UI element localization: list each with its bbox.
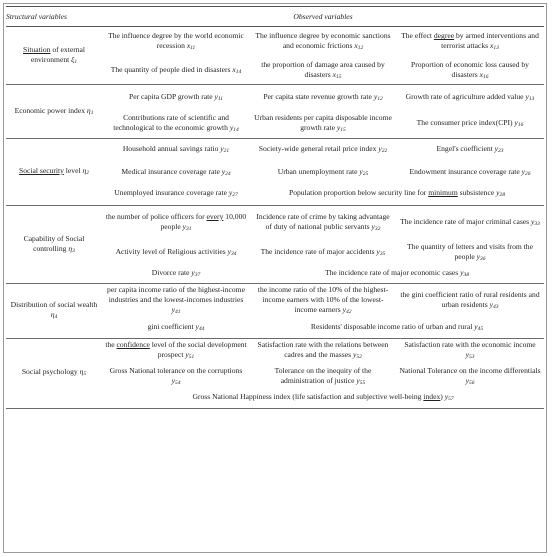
observed-variable-subscript: 31 [186,225,192,232]
observed-variable-cell [250,206,396,240]
observed-variable-subscript: 37 [194,272,201,279]
observed-variable-text: the income ratio of the 10% of the highest-income earners with 10% of the lowest-income earners [257,285,389,314]
observed-variable-text: degree [433,31,455,41]
latent-variable-symbol: ξ [71,54,75,64]
observed-variable-text: the number of police officers for [105,211,207,221]
observed-variable-text: Residents' disposable income ratio of urban and rural [310,321,473,331]
observed-variable-cell [250,58,396,85]
observed-variable-subscript: 25 [362,170,369,177]
observed-variable-symbol: y [476,251,481,261]
structural-variable-name: Economic power index [14,105,85,115]
observed-variable-cell [102,184,250,206]
observed-variable-symbol: y [465,375,469,385]
observed-variable-cell [250,139,396,162]
observed-variable-symbol: y [531,216,535,226]
observed-variable-subscript: 43 [492,304,499,310]
observed-variable-symbol: y [195,321,199,331]
observed-variable-subscript: 57 [448,396,454,403]
observed-variable-subscript: 33 [534,220,540,227]
observed-variable-symbol: y [228,188,233,198]
observed-variable-text: Population proportion below security line for [288,188,429,198]
structural-variable-cell [6,85,102,139]
observed-variable-cell [250,184,544,206]
observed-variable-subscript: 11 [190,45,196,52]
observed-variable-text: The incidence rate of major accidents [260,246,375,256]
observed-variable-subscript: 12 [357,45,364,52]
observed-variable-text: confidence [116,340,150,350]
observed-variable-text: Unemployed insurance coverage rate [114,188,228,198]
table-header-row [6,7,544,27]
observed-variable-text: the [105,340,117,350]
observed-variable-subscript: 54 [174,379,181,386]
observed-variable-cell [396,240,544,266]
observed-variable-subscript: 22 [381,148,388,155]
observed-variable-symbol: y [356,375,360,385]
observed-variable-symbol: y [373,91,378,101]
latent-variable-subscript: 3 [72,247,75,254]
observed-variable-cell [396,111,544,139]
observed-variable-text: ) [440,392,443,402]
observed-variable-text: Divorce rate [151,268,190,278]
structural-variable-cell [6,338,102,408]
observed-variable-symbol: y [342,305,346,314]
observed-variable-symbol: y [489,300,493,309]
latent-variable-symbol: η [82,166,87,175]
observed-variable-text: The effect [401,31,434,41]
observed-variable-cell [102,27,250,58]
observed-variable-symbol: y [336,123,341,133]
observed-variable-subscript: 38 [463,272,470,279]
observed-variable-text: Per capita state revenue growth rate [263,91,372,101]
observed-variable-text: Gross National tolerance on the corruptions [109,365,243,375]
observed-variable-cell [396,206,544,240]
observed-variable-symbol: y [376,246,380,256]
observed-variable-cell [396,139,544,162]
observed-variable-text: The quantity of letters and visits from the people [407,241,533,261]
observed-variable-cell [250,162,396,184]
observed-variable-text: level of the social development prospect [149,340,247,360]
table-row [6,27,544,58]
observed-variable-subscript: 12 [377,95,383,102]
observed-variable-cell [102,85,250,111]
table-body [6,27,544,409]
observed-variable-subscript: 55 [359,379,366,386]
observed-variable-symbol: x [490,41,494,51]
latent-variable-subscript: 2 [86,170,89,176]
structural-variable-name: Social security [18,166,64,175]
observed-variable-cell [250,284,396,319]
observed-variable-symbol: y [220,144,224,154]
observed-variable-text: gini coefficient [147,321,194,331]
structural-variables-header: Structural variables [6,7,102,27]
observed-variable-subscript: 16 [482,73,489,80]
observed-variable-subscript: 42 [345,309,352,315]
observed-variable-subscript: 24 [225,170,231,177]
observed-variable-text: index [423,392,441,402]
table-row [6,139,544,162]
observed-variable-subscript: 26 [525,170,531,177]
observed-variable-cell [250,318,544,338]
latent-variable-subscript: 1 [90,109,94,116]
observed-variable-subscript: 41 [174,309,181,315]
observed-variable-subscript: 34 [230,250,237,257]
observed-variable-symbol: x [186,41,191,51]
observed-variable-symbol: y [214,91,218,101]
observed-variable-cell [102,162,250,184]
observed-variable-cell [250,240,396,266]
observed-variable-cell [102,318,250,338]
observed-variable-subscript: 13 [528,95,535,102]
observed-variable-symbol: y [521,166,526,176]
observed-variable-symbol: x [332,69,336,79]
observed-variable-text: Contributions rate of scientific and technological to the economic growth [113,113,229,133]
observed-variable-text: Urban residents per capita disposable income growth rate [254,113,392,133]
structural-variable-cell [6,284,102,339]
observed-variable-text: Satisfaction rate with the relations between cadres and the masses [257,340,389,360]
observed-variable-cell [102,266,250,284]
observed-variable-symbol: y [525,91,529,101]
table-row [6,85,544,111]
observed-variable-text: by armed interventions and terrorist attacks [441,31,539,51]
observed-variable-text: minimum [428,188,458,198]
latent-variable-subscript: 1 [74,58,78,65]
observed-variable-subscript: 14 [233,127,239,134]
observed-variable-text: 10,000 people [160,211,247,231]
observed-variable-symbol: y [378,144,382,154]
observed-variable-cell [396,162,544,184]
observed-variable-cell [396,85,544,111]
observed-variable-cell [250,27,396,58]
observed-variable-symbol: y [514,118,518,128]
observed-variable-text: Endowment insurance coverage rate [409,166,520,176]
observed-variable-symbol: y [444,392,449,402]
structural-variable-name: Capability of Social controlling [23,233,85,253]
observed-variable-subscript: 51 [188,354,195,361]
observed-variable-cell [102,338,250,364]
observed-variables-header: Observed variables [102,7,544,27]
observed-variable-text: Household annual savings ratio [122,144,219,154]
table-row [6,284,544,319]
observed-variable-text: subsistence [457,188,495,198]
observed-variable-subscript: 21 [223,148,230,155]
variables-table [6,6,544,409]
observed-variable-subscript: 15 [335,73,342,80]
observed-variable-symbol: x [232,64,236,74]
observed-variable-symbol: y [474,321,478,331]
observed-variable-cell [102,206,250,240]
observed-variable-text: National Tolerance on the income differentials [399,365,541,375]
observed-variable-symbol: y [171,305,175,314]
observed-variable-cell [250,111,396,139]
observed-variable-symbol: y [460,268,464,278]
observed-variable-cell [396,27,544,58]
observed-variable-cell [102,139,250,162]
observed-variable-subscript: 36 [480,255,486,262]
structural-variable-cell [6,27,102,85]
observed-variable-text: the proportion of damage area caused by disasters [261,59,385,79]
observed-variable-text: Activity level of Religious activities [115,246,226,256]
structural-variable-cell [6,139,102,206]
observed-variable-text: Satisfaction rate with the economic income [404,340,536,350]
observed-variable-subscript: 53 [468,354,475,361]
observed-variable-symbol: x [354,41,358,51]
observed-variable-cell [102,284,250,319]
observed-variable-symbol: y [171,375,175,385]
structural-variable-cell [6,206,102,284]
observed-variable-cell [396,338,544,364]
latent-variable-subscript: 5 [83,371,87,377]
latent-variable-subscript: 4 [54,313,58,320]
observed-variable-cell [250,338,396,364]
observed-variable-subscript: 15 [340,127,346,134]
latent-variable-symbol: η [79,367,84,376]
observed-variable-cell [102,58,250,85]
observed-variable-cell [102,240,250,266]
structural-variable-name: Distribution of social wealth [10,299,98,309]
latent-variable-symbol: η [50,309,55,319]
observed-variable-text: Medical insurance coverage rate [121,166,220,176]
observed-variable-text: The quantity of people died in disasters [110,64,231,74]
observed-variable-subscript: 28 [499,192,506,199]
observed-variable-text: the gini coefficient ratio of rural residents and urban residents [400,290,540,309]
observed-variable-subscript: 52 [356,354,362,361]
observed-variable-text: Growth rate of agriculture added value [405,91,524,101]
observed-variable-subscript: 44 [198,325,205,332]
observed-variable-text: Gross National Happiness index (life satisfaction and subjective well-being [192,392,424,402]
observed-variable-subscript: 35 [379,250,386,257]
observed-variable-text: Society-wide general retail price index [258,144,377,154]
observed-variable-cell [396,364,544,389]
observed-variable-subscript: 11 [217,95,224,102]
structural-variable-name: Social psychology [21,367,78,376]
observed-variable-text: Engel's coefficient [436,144,493,154]
observed-variable-text: Tolerance on the inequity of the administration of justice [274,365,372,385]
observed-variable-symbol: y [352,350,357,360]
table-row [6,206,544,240]
observed-variable-text: Per capita GDP growth rate [128,91,213,101]
observed-variable-cell [250,85,396,111]
observed-variable-symbol: y [229,123,234,133]
observed-variable-text: The influence degree by economic sanctions and economic frictions [255,31,391,51]
observed-variable-subscript: 45 [477,325,484,332]
latent-variable-symbol: η [86,105,91,115]
structural-variable-name: of external environment [30,44,85,64]
observed-variable-cell [396,58,544,85]
observed-variable-subscript: 14 [235,68,242,75]
observed-variable-subscript: 32 [374,225,381,232]
observed-variable-symbol: x [479,69,483,79]
observed-variable-text: The influence degree by the world economic recession [108,31,244,51]
observed-variable-cell [102,111,250,139]
observed-variable-symbol: y [221,166,226,176]
table-row [6,338,544,364]
latent-variable-symbol: η [68,243,73,253]
observed-variable-cell [250,266,544,284]
observed-variable-subscript: 27 [232,192,238,199]
observed-variable-text: Incidence rate of crime by taking advantage of duty of national public servants [256,211,390,231]
observed-variable-symbol: y [359,166,363,176]
observed-variable-symbol: y [227,246,231,256]
observed-variable-text: Proportion of economic loss caused by disasters [411,59,529,79]
observed-variable-text: The consumer price index(CPI) [416,118,513,128]
observed-variable-symbol: y [191,268,195,278]
observed-variable-symbol: y [185,350,189,360]
observed-variable-cell [102,389,544,408]
observed-variable-subscript: 16 [517,122,524,129]
observed-variable-text: The incidence rate of major criminal cases [400,216,530,226]
observed-variable-text: The incidence rate of major economic cases [324,268,459,278]
observed-variable-subscript: 56 [468,379,475,386]
observed-variable-symbol: y [182,221,187,231]
observed-variable-symbol: y [465,350,469,360]
observed-variable-cell [102,364,250,389]
structural-variable-name: Situation [22,44,51,54]
structural-variable-name: level [63,166,81,175]
observed-variable-text: Urban unemployment rate [277,166,358,176]
observed-variable-cell [396,284,544,319]
observed-variable-symbol: y [494,144,499,154]
observed-variable-text: per capita income ratio of the highest-income industries and the lowest-incomes industries [107,285,245,304]
observed-variable-symbol: y [371,221,375,231]
observed-variable-subscript: 23 [498,148,504,155]
observed-variable-subscript: 13 [493,45,499,52]
observed-variable-cell [250,364,396,389]
observed-variable-text: every [206,211,224,221]
observed-variable-symbol: y [496,188,500,198]
